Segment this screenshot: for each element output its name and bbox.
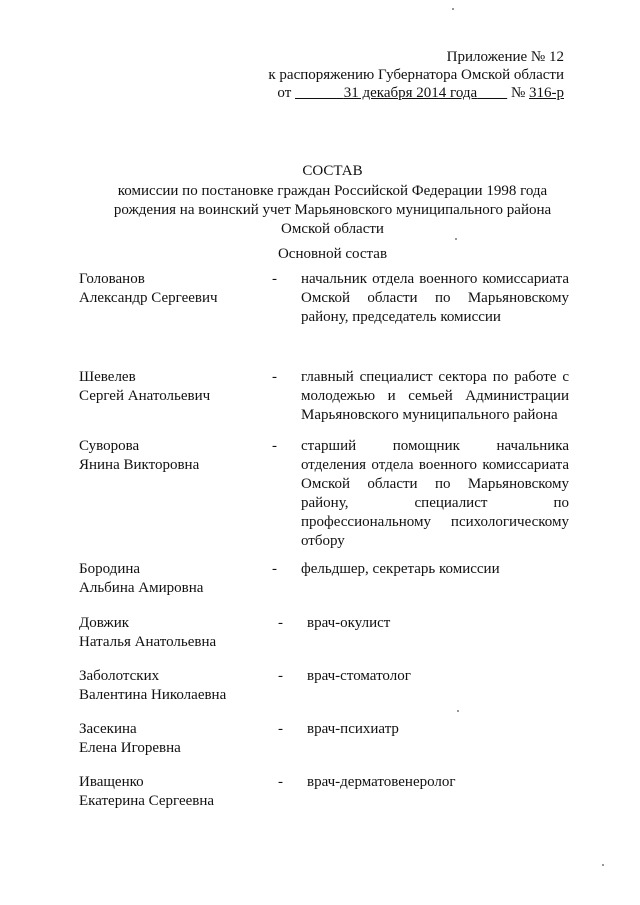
title-heading: СОСТАВ <box>302 163 363 179</box>
from-label: от <box>277 85 292 101</box>
member-name: Иващенко Екатерина Сергеевна <box>79 774 215 809</box>
member-role: врач-стоматолог <box>307 668 411 684</box>
member-name: Засекина Елена Игоревна <box>79 721 181 756</box>
title-line-2: рождения на воинский учет Марьяновского муниципального района <box>113 202 552 218</box>
section-subheading: Основной состав <box>277 246 388 262</box>
member-role: старший помощник начальника отделения отдела военного комиссариата Омской области по Марьяновскому району, специалист по профессиональному психологическому отбору <box>301 438 569 549</box>
member-name: Заболотских Валентина Николаевна <box>79 668 227 703</box>
member-dash: - <box>278 721 283 737</box>
member-role: врач-психиатр <box>307 721 399 737</box>
member-role: главный специалист сектора по работе с молодежью и семьей Администрации Марьяновского муниципального района <box>301 369 569 423</box>
appendix-number: Приложение № 12 <box>446 49 564 65</box>
scan-speck <box>457 710 459 712</box>
member-dash: - <box>272 271 277 287</box>
scan-speck <box>455 238 457 240</box>
member-dash: - <box>272 561 277 577</box>
appendix-date-line <box>268 84 564 102</box>
member-dash: - <box>278 668 283 684</box>
document-title <box>60 162 605 239</box>
member-role: фельдшер, секретарь комиссии <box>301 561 500 577</box>
title-line-3: Омской области <box>281 221 384 237</box>
member-role: врач-дерматовенеролог <box>307 774 456 790</box>
title-line-1: комиссии по постановке граждан Российской Федерации 1998 года <box>117 183 548 199</box>
member-name: Шевелев Сергей Анатольевич <box>79 369 211 404</box>
member-name: Довжик Наталья Анатольевна <box>79 615 217 650</box>
order-number: 316-р <box>529 85 564 101</box>
member-dash: - <box>278 774 283 790</box>
member-role: начальник отдела военного комиссариата Омской области по Марьяновскому району, председатель комиссии <box>301 271 569 325</box>
scan-speck <box>452 8 454 10</box>
member-name: Голованов Александр Сергеевич <box>79 271 218 306</box>
member-dash: - <box>272 438 277 454</box>
order-date: 31 декабря 2014 года <box>343 85 478 101</box>
scan-speck <box>602 864 604 866</box>
appendix-order-reference: к распоряжению Губернатора Омской области <box>268 67 564 83</box>
appendix-header <box>268 48 564 102</box>
member-dash: - <box>272 369 277 385</box>
member-name: Суворова Янина Викторовна <box>79 438 200 473</box>
member-role: врач-окулист <box>307 615 391 631</box>
number-label: № <box>510 85 526 101</box>
member-name: Бородина Альбина Амировна <box>79 561 204 596</box>
member-dash: - <box>278 615 283 631</box>
